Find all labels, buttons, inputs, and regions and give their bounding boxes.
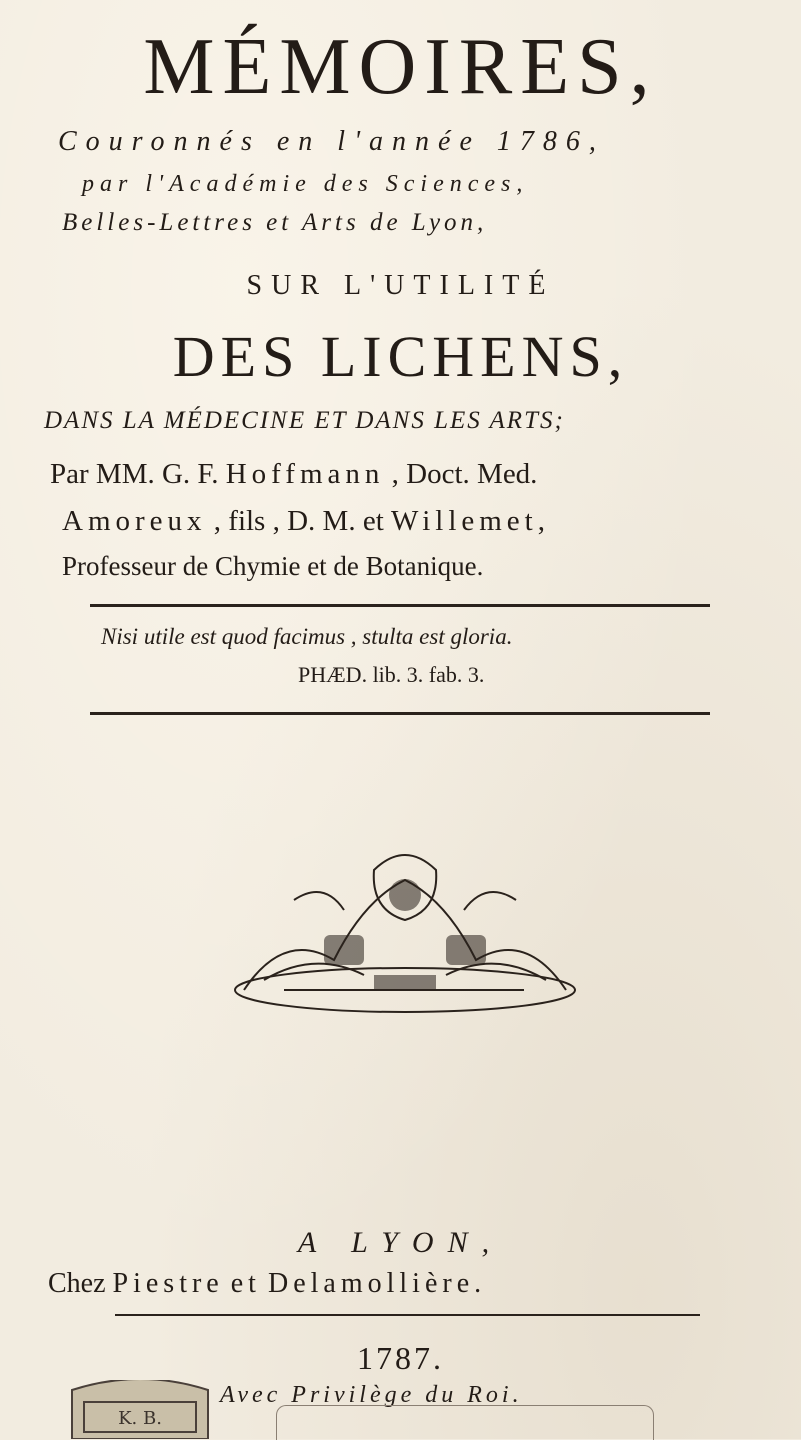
- imprint-delamolliere: Delamollière.: [267, 1268, 487, 1299]
- author-amoreux-title: , fils , D. M. et: [213, 505, 384, 537]
- authors-par: Par MM. G. F.: [50, 458, 219, 490]
- imprint-et: et: [230, 1268, 261, 1299]
- epigraph-quote: Nisi utile est quod facimus , stulta est gloria.: [101, 624, 513, 649]
- imprint-city: A LYON,: [297, 1226, 504, 1259]
- main-title: MÉMOIRES,: [143, 23, 658, 111]
- authors-line-2: [62, 505, 801, 538]
- handwritten-signature: [276, 1405, 654, 1440]
- subtitle-line-1: Couronnés en l'année 1786,: [58, 126, 605, 157]
- library-stamp-image: [62, 1380, 218, 1439]
- imprint-piestre: Piestre: [112, 1268, 224, 1299]
- imprint-year: 1787.: [357, 1340, 444, 1376]
- imprint-privilege: Avec Privilège du Roi.: [220, 1382, 523, 1408]
- author-hoffmann-title: , Doct. Med.: [391, 458, 538, 490]
- subject-line-2: DANS LA MÉDECINE ET DANS LES ARTS;: [44, 407, 565, 434]
- subject-line-1: SUR L'UTILITÉ: [246, 270, 555, 301]
- epigraph-source: PHÆD. lib. 3. fab. 3.: [298, 662, 485, 687]
- imprint-publishers: [48, 1268, 801, 1300]
- authors-line-1: [50, 458, 801, 491]
- library-stamp-text: K. B.: [118, 1408, 162, 1429]
- divider-top: [90, 604, 710, 607]
- subtitle-line-2: par l'Académie des Sciences,: [82, 171, 529, 197]
- subtitle-line-3: Belles-Lettres et Arts de Lyon,: [62, 209, 488, 236]
- author-hoffmann: Hoffmann: [225, 458, 385, 490]
- divider-imprint: [115, 1314, 700, 1316]
- printer-vignette-image: [224, 840, 586, 1018]
- imprint-chez: Chez: [48, 1268, 106, 1299]
- divider-bottom: [90, 712, 710, 715]
- author-amoreux: Amoreux: [62, 505, 207, 537]
- authors-line-3: Professeur de Chymie et de Botanique.: [62, 551, 484, 581]
- subject-heading: DES LICHENS,: [172, 324, 629, 389]
- author-willemet: Willemet,: [391, 505, 550, 537]
